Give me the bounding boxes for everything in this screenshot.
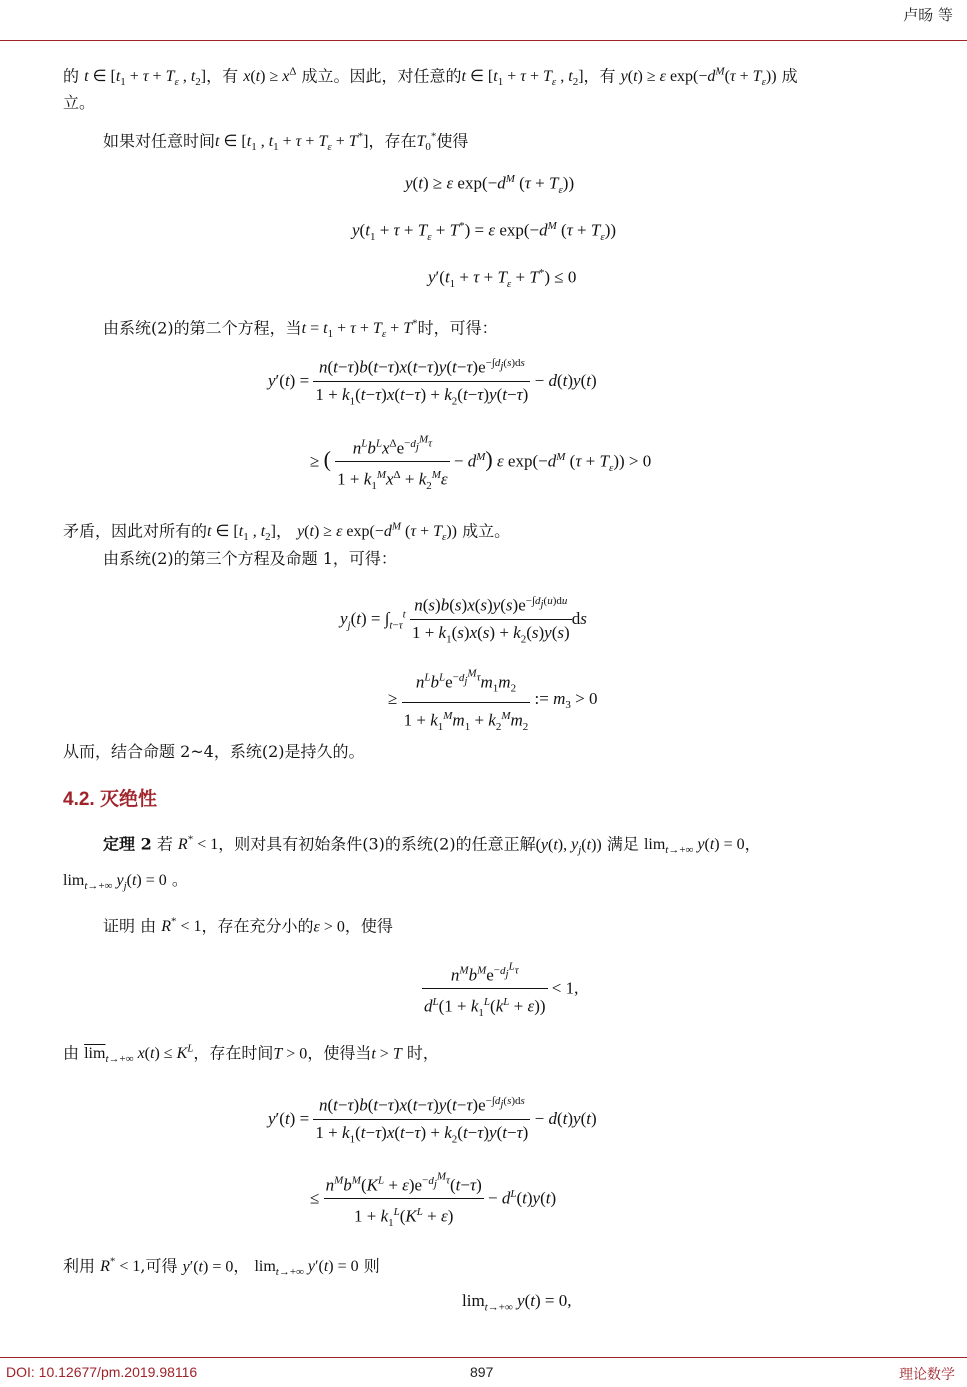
proof-line-1: 证明 由 R* < 1，存在充分小的ε > 0，使得 <box>103 916 393 936</box>
text: ，则对具有初始条件(3)的系统(2)的任意正解 <box>218 834 536 854</box>
text: 满足 <box>606 834 639 854</box>
proof-line-2: 由 $\overline{lim}_{t\to+\infty}$ $x(t) \le K^L$，存在时间T > 0，使得当t > T 时， <box>63 1043 439 1066</box>
text: 由 <box>63 1043 80 1063</box>
text: 矛盾，因此对所有的 <box>63 521 208 541</box>
footer-rule <box>0 1357 967 1358</box>
text: 时，可得： <box>417 318 498 338</box>
theorem-line-1: 定理 2 若 R* < 1，则对具有初始条件(3)的系统(2)的任意正解(y(t), $y_j(t)$) 满足 $\lim_{t\to+\infty} y(t) = 0$， <box>103 834 761 857</box>
equation: $\lim_{t\to+\infty} y(t) = 0$, <box>462 1291 572 1314</box>
equation: $y(t_1 + \tau + T_\varepsilon + T^*) = \varepsilon$ $\exp(-d^M$ $(\tau + T_\varepsilon)$) <box>352 220 617 244</box>
text: ，存在充分小的 <box>201 916 314 936</box>
section-heading: 4.2. 灭绝性 <box>63 789 157 810</box>
header-author: 卢旸 等 <box>903 6 953 24</box>
paragraph-line-7: 从而，结合命题 2~4，系统(2)是持久的。 <box>63 742 365 761</box>
theorem-line-2: $\lim_{t\to+\infty} y_j(t) = 0$ 。 <box>63 870 188 893</box>
doi-link[interactable]: DOI: 10.12677/pm.2019.98116 <box>6 1364 198 1380</box>
page-header <box>0 0 967 40</box>
equation: $y_j(t) = \int_{t-\tau}^t$ $\frac{n(s)b(s)x(s)y(s)e^{-\int d_j(u)du}}{1 + k_1(s)x(s) + k_2(s)y(s)}$ ds <box>340 590 587 650</box>
journal-name: 理论数学 <box>899 1367 955 1383</box>
equation: $y'(t_1 + \tau + T_\varepsilon + T^*) \le 0$ <box>428 267 577 291</box>
text: 时， <box>406 1043 439 1063</box>
page-number: 897 <box>470 1364 494 1380</box>
equation: y(t) ≥ ε $\exp(-d^M$ $(\tau + T_\varepsilon)$) <box>405 173 575 197</box>
text: ,可得 <box>140 1256 178 1276</box>
paragraph-line-6: 由系统(2)的第三个方程及命题 1，可得： <box>103 549 397 568</box>
equation: ≥ ( $\frac{n^Lb^Lx^\Delta e^{-d_j^M\tau}}{1 + k_1^Mx^\Delta + k_2^M\varepsilon}$ − $d^M$) ε $\exp(-d^M$ $(\tau + T_\varepsilon)) > 0$ <box>310 428 651 497</box>
equation: $\frac{n^Mb^Me^{-d_j^L\tau}}{d^L(1 + k_1^L(k^L + \varepsilon))}$ < 1, <box>422 955 578 1024</box>
equation: y′(t) = $\frac{n(t-\tau)b(t-\tau)x(t-\tau)y(t-\tau)e^{-\int d_j(s)ds}}{1 + k_1(t-\tau)x(t-\tau) + k_2(t-\tau)y(t-\tau)}$ − d(t)y(t) <box>268 1090 597 1150</box>
header-rule <box>0 40 967 41</box>
equation: ≤ $\frac{n^Mb^M(K^L + \varepsilon)e^{-d_j^M\tau}(t-\tau)}{1 + k_1^L(K^L + \varepsilon)}$ − $d^L(t)y(t)$ <box>310 1165 556 1234</box>
paragraph-line-1: 的 t ∈ [$t_1 + \tau + T_\varepsilon$ , $t_2$]，有 $x(t) \ge x^\Delta$ 成立。因此，对任意的t ∈ [$t_1 + \tau + T_\varepsilon$ , $t_2$]，有 y(t) ≥ ε $\exp(-d^M(\tau + T_\varepsilon))$ 成 <box>63 66 798 89</box>
text: 使得 <box>436 131 469 151</box>
text: 成 <box>781 66 798 86</box>
paragraph-line-3: 如果对任意时间t ∈ [$t_1$ , $t_1 + \tau + T_\varepsilon + T^*$]，存在$T_0^*$使得 <box>103 131 469 154</box>
paragraph-line-2: 立。 <box>63 93 96 112</box>
text: ，存在 <box>368 131 417 151</box>
proof-line-3: 利用 R* < 1,可得 y′(t) = 0， $\lim_{t\to+\infty} y'(t) = 0$ 则 <box>63 1256 380 1279</box>
text: ，使得 <box>344 916 393 936</box>
text: 如果对任意时间 <box>103 131 216 151</box>
equation: ≥ $\frac{n^Lb^Le^{-d_j^M\tau}m_1m_2}{1 + k_1^Mm_1 + k_2^Mm_2}$ := $m_3 > 0$ <box>388 662 597 738</box>
text: 则 <box>363 1256 380 1276</box>
text: 证明 由 <box>103 916 157 936</box>
text: 成立。 <box>462 521 511 541</box>
text: ，使得当 <box>307 1043 372 1063</box>
text: 的 <box>63 66 80 86</box>
paragraph-line-5: 矛盾，因此对所有的t ∈ [$t_1$ , $t_2$]， y(t) ≥ ε $\exp(-d^M$ $(\tau + T_\varepsilon)$) 成立。 <box>63 521 511 544</box>
text: 利用 <box>63 1256 96 1276</box>
equation: y′(t) = $\frac{n(t-\tau)b(t-\tau)x(t-\tau)y(t-\tau)e^{-\int d_j(s)ds}}{1 + k_1(t-\tau)x(t-\tau) + k_2(t-\tau)y(t-\tau)}$ − d(t)y(t) <box>268 352 597 412</box>
text: ，有 <box>583 66 616 86</box>
paragraph-line-4: 由系统(2)的第二个方程，当$t = t_1 + \tau + T_\varepsilon + T^*$时，可得： <box>103 318 498 341</box>
theorem-label: 定理 2 <box>103 834 152 854</box>
text: ，有 <box>206 66 239 86</box>
text: ，存在时间 <box>193 1043 274 1063</box>
page-footer <box>0 1364 967 1384</box>
text: 成立。因此，对任意的 <box>301 66 462 86</box>
text: 若 <box>156 834 173 854</box>
text: 由系统(2)的第二个方程，当 <box>103 318 302 338</box>
